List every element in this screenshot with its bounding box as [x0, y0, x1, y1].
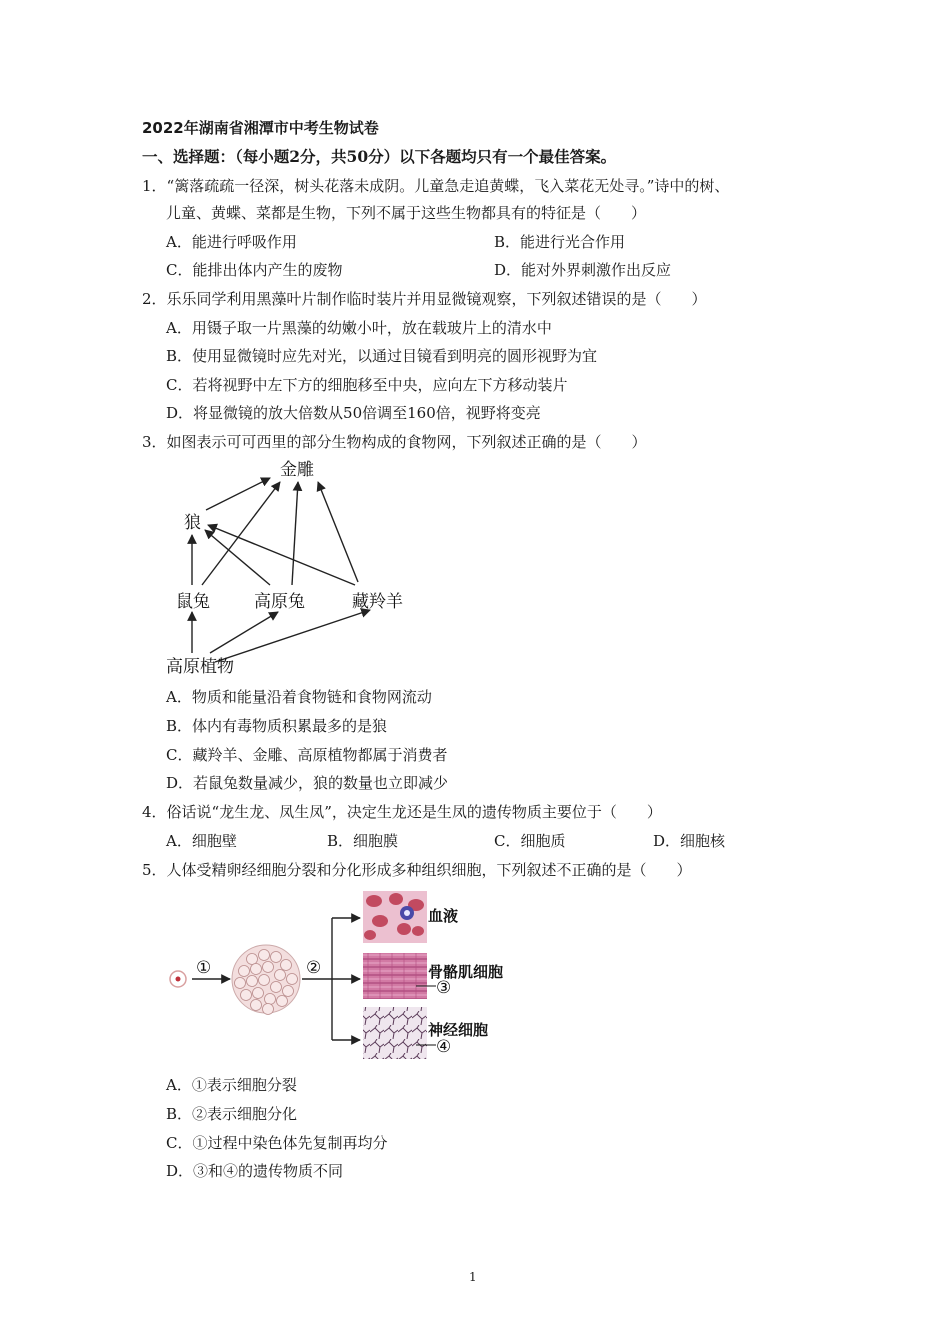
- label-nerve-mark: ④: [436, 1037, 452, 1057]
- q1-option-a: A．能进行呼吸作用: [166, 233, 297, 251]
- zygote-nucleus: [176, 977, 181, 982]
- arrow-wolf-to-eagle: [206, 478, 270, 510]
- arrow-hare-to-eagle: [292, 482, 298, 585]
- q1-option-c: C．能排出体内产生的废物: [166, 261, 343, 279]
- muscle-tissue-image: [363, 953, 427, 999]
- q2-option-d: D．将显微镜的放大倍数从50倍调至160倍，视野将变亮: [166, 404, 541, 422]
- label-nerve: 神经细胞: [428, 1021, 489, 1039]
- nerve-tissue-image: [363, 1007, 427, 1059]
- q1-option-b: B．能进行光合作用: [494, 233, 626, 251]
- q5-option-c: C．①过程中染色体先复制再均分: [166, 1134, 388, 1152]
- q3-option-b: B．体内有毒物质积累最多的是狼: [166, 717, 388, 735]
- arrow-antelope-to-eagle: [318, 482, 358, 582]
- food-web-arrows: [192, 478, 370, 662]
- q4-option-c: C．细胞质: [494, 832, 566, 850]
- node-pika: 鼠兔: [176, 592, 210, 612]
- q2-option-b: B．使用显微镜时应先对光，以通过目镜看到明亮的圆形视野为宜: [166, 347, 598, 365]
- q5-option-a: A．①表示细胞分裂: [166, 1076, 297, 1094]
- section-heading: 一、选择题：（每小题2分，共50分）以下各题均只有一个最佳答案。: [142, 147, 617, 166]
- q1-stem-line1: 1．“篱落疏疏一径深，树头花落未成阴。儿童急走追黄蝶，飞入菜花无处寻。”诗中的树、: [142, 177, 730, 195]
- label-muscle-mark: ③: [436, 978, 452, 998]
- q4-option-a: A．细胞壁: [166, 832, 237, 850]
- q5-stem: 5．人体受精卵经细胞分裂和分化形成多种组织细胞，下列叙述不正确的是（ ）: [142, 861, 692, 879]
- arrow-pika-to-eagle: [202, 482, 280, 585]
- q2-stem: 2．乐乐同学利用黑藻叶片制作临时装片并用显微镜观察，下列叙述错误的是（ ）: [142, 290, 707, 308]
- q4-stem: 4．俗话说“龙生龙、凤生凤”，决定生龙还是生凤的遗传物质主要位于（ ）: [142, 803, 662, 821]
- node-antelope: 藏羚羊: [352, 592, 403, 612]
- q3-option-a: A．物质和能量沿着食物链和食物网流动: [166, 688, 432, 706]
- q4-option-b: B．细胞膜: [327, 832, 399, 850]
- q4-option-d: D．细胞核: [653, 832, 726, 850]
- node-plants: 高原植物: [166, 657, 234, 677]
- blood-tissue-image: [363, 891, 427, 943]
- q2-option-a: A．用镊子取一片黑藻的幼嫩小叶，放在载玻片上的清水中: [166, 319, 552, 337]
- arrow-antelope-to-wolf: [208, 525, 355, 585]
- cell-cluster: [232, 945, 300, 1015]
- q5-option-d: D．③和④的遗传物质不同: [166, 1162, 344, 1180]
- label-muscle: 骨骼肌细胞: [428, 963, 504, 981]
- node-eagle: 金雕: [280, 460, 314, 480]
- node-hare: 高原兔: [254, 592, 305, 612]
- label-blood: 血液: [428, 907, 459, 925]
- q2-option-c: C．若将视野中左下方的细胞移至中央，应向左下方移动装片: [166, 376, 568, 394]
- step1-label: ①: [196, 958, 212, 978]
- node-wolf: 狼: [184, 513, 201, 533]
- exam-title: 2022年湖南省湘潭市中考生物试卷: [142, 119, 379, 137]
- q1-stem-line2: 儿童、黄蝶、菜都是生物，下列不属于这些生物都具有的特征是（ ）: [166, 204, 647, 222]
- page-number: 1: [469, 1270, 477, 1284]
- food-web-diagram: [160, 455, 420, 680]
- q5-option-b: B．②表示细胞分化: [166, 1105, 298, 1123]
- step2-label: ②: [306, 958, 322, 978]
- q1-option-d: D．能对外界刺激作出反应: [494, 261, 672, 279]
- arrow-plants-to-hare: [210, 612, 278, 653]
- q3-option-c: C．藏羚羊、金雕、高原植物都属于消费者: [166, 746, 448, 764]
- q3-option-d: D．若鼠兔数量减少，狼的数量也立即减少: [166, 774, 449, 792]
- q3-stem: 3．如图表示可可西里的部分生物构成的食物网，下列叙述正确的是（ ）: [142, 433, 647, 451]
- cell-differentiation-diagram: [160, 885, 510, 1065]
